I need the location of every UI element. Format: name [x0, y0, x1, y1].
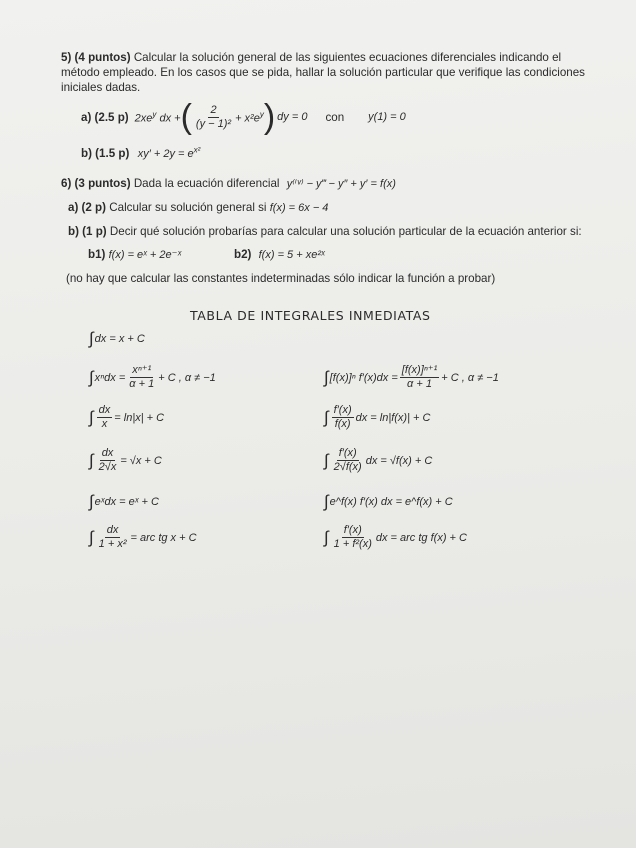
problem6b2-label: b2) [234, 248, 252, 261]
problem6b1-label: b1) [88, 248, 106, 261]
integral-row5-right: ∫e^f(x) f′(x) dx = e^f(x) + C [324, 492, 453, 511]
integral-row3-right: ∫ $\frac{f'(x)}{f(x)}$ dx = ln|f(x)| + C [324, 404, 431, 430]
problem5a-eq-mid: + $x^2e^y$ [235, 109, 264, 125]
problem5b-label: b) (1.5 p) [81, 147, 130, 160]
integral-row2-right: ∫ [f(x)]ⁿ f′(x)dx = $\frac{\text{[f(x)]ⁿ⁺¹}}{\alpha + 1}$ + C , α ≠ −1 [324, 364, 499, 390]
problem5b [81, 144, 200, 162]
problem6b-label: b) (1 p) [68, 225, 107, 238]
problem6a [68, 201, 328, 214]
problem5a: a) (2.5 p) $2xe^y$ dx + ( $\frac{2}{\text{(y − 1)²}}$ + $x^2e^y$ ) dy = 0 con y(1) = 0 [81, 98, 406, 136]
problem6b [68, 225, 582, 238]
problem5a-eq-right: dy = 0 [277, 111, 308, 123]
problem5-line1 [61, 51, 561, 64]
problem6a-eq: f(x) = 6x − 4 [269, 202, 329, 214]
problem5-points: (4 puntos) [74, 51, 131, 64]
integral-row6-left: ∫ $\frac{dx}{\text{1 + x²}}$ = arc tg x + C [89, 524, 197, 550]
problem5-text-line1: Calcular la solución general de las siguientes ecuaciones diferenciales indicando el [133, 51, 562, 64]
integral-row3-left: ∫ $\frac{dx}{x}$ = ln|x| + C [89, 404, 165, 430]
integral-row2-left: ∫ xⁿdx = $\frac{\text{xⁿ⁺¹}}{\alpha + 1}$ + C , α ≠ −1 [89, 364, 216, 390]
problem5a-label: a) (2.5 p) [81, 110, 129, 124]
problem5-text-line3: iniciales dadas. [61, 81, 141, 94]
problem5b-eq: $xy' + 2y = e^{x^2}$ [137, 145, 201, 160]
integral-row5-left: ∫eˣdx = eˣ + C [89, 492, 159, 511]
problem6b1 [88, 248, 181, 261]
integral-row1-left: ∫dx = x + C [89, 329, 145, 348]
problem6-header [61, 177, 396, 190]
problem6b1-eq: f(x) = eˣ + 2e⁻ˣ [108, 249, 182, 261]
problem6a-label: a) (2 p) [68, 201, 107, 214]
problem5a-condition: y(1) = 0 [368, 111, 406, 123]
problem6-note: (no hay que calcular las constantes indeterminadas sólo indicar la función a probar) [66, 272, 496, 285]
integral-row6-right: ∫ $\frac{f'(x)}{\text{1 + f²(x)}}$ dx = arc tg f(x) + C [324, 524, 467, 550]
problem6-number: 6) [61, 177, 72, 190]
problem6a-text: Calcular su solución general si [109, 201, 267, 214]
problem5a-fraction: $\frac{2}{\text{(y − 1)²}}$ [195, 103, 232, 130]
problem6b2 [234, 248, 325, 261]
integral-row4-left: ∫ $\frac{dx}{2√x}$ = √x + C [89, 447, 162, 473]
problem5a-con: con [325, 110, 345, 124]
problem6-intro: Dada la ecuación diferencial [133, 177, 280, 190]
problem5-number: 5) [61, 51, 72, 64]
problem5-text-line2: método empleado. En los casos que se pida, hallar la solución particular que verifique las condiciones [61, 66, 585, 79]
problem5a-eq-left: $2xe^y$ dx + [134, 109, 181, 125]
problem6b2-eq: f(x) = 5 + xe²ˣ [258, 249, 325, 261]
integral-row4-right: ∫ $\frac{f'(x)}{2√f(x)}$ dx = √f(x) + C [324, 447, 433, 473]
problem6b-text: Decir qué solución probarías para calcular una solución particular de la ecuación anterior si: [109, 225, 582, 238]
table-title: TABLA DE INTEGRALES INMEDIATAS [190, 308, 431, 323]
problem6-points: (3 puntos) [74, 177, 131, 190]
problem6-equation: y⁽ⁱᵛ⁾ − y‴ − y″ + y′ = f(x) [286, 178, 396, 190]
